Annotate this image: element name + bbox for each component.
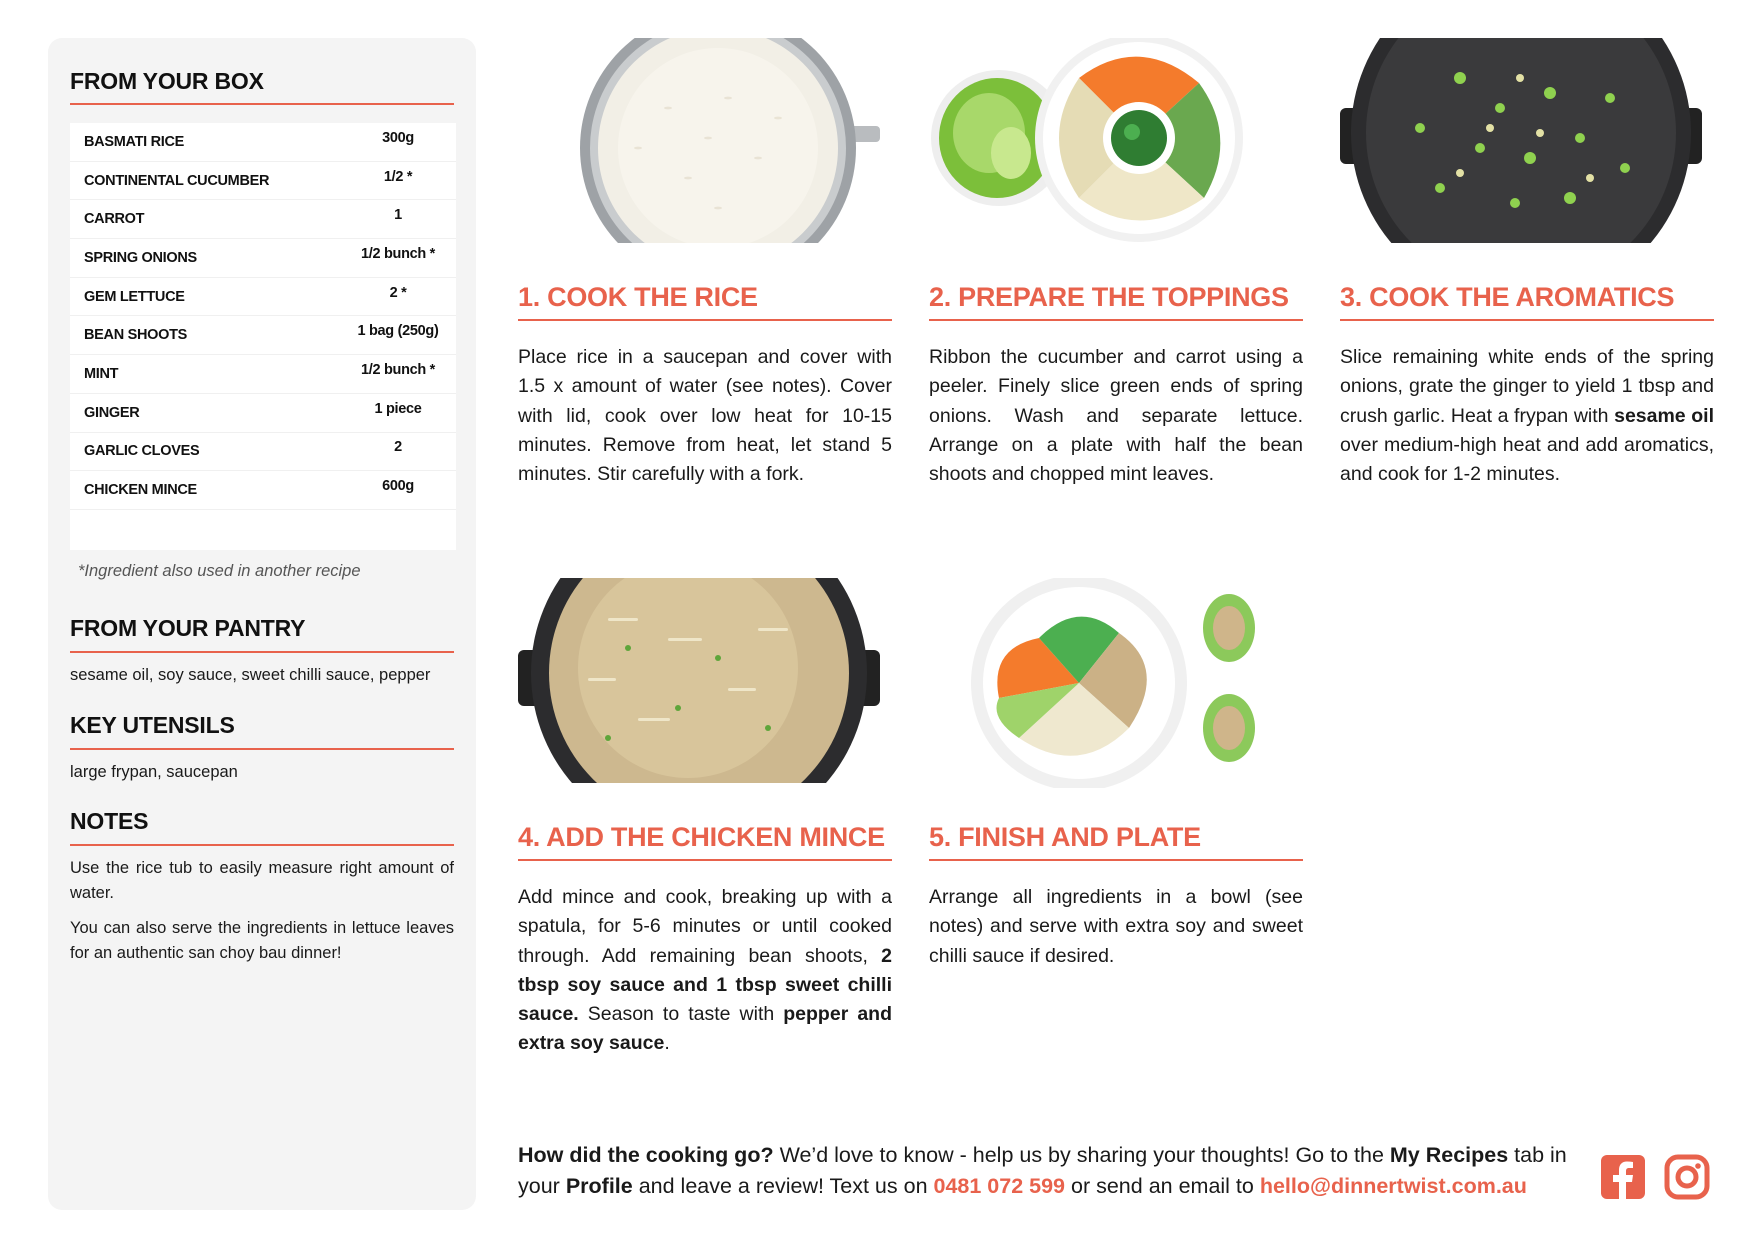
table-row xyxy=(70,162,456,201)
ingredient-qty: 1 bag (250g) xyxy=(357,323,439,340)
table-row xyxy=(70,433,456,472)
note-item: Use the rice tub to easily measure right amount of water. xyxy=(70,859,454,903)
ingredient-qty: 600g xyxy=(382,478,414,495)
finished-plate-photo xyxy=(929,578,1291,788)
table-row xyxy=(70,471,456,510)
ingredient-name: BEAN SHOOTS xyxy=(84,327,188,344)
ingredient-qty: 1/2 bunch * xyxy=(360,245,436,262)
table-row-empty xyxy=(70,510,456,550)
step-1 xyxy=(518,38,892,489)
phone-link[interactable]: 0481 072 599 xyxy=(933,1174,1066,1199)
ingredient-name: CHICKEN MINCE xyxy=(84,482,197,499)
step-title: 2. PREPARE THE TOPPINGS xyxy=(929,282,1303,321)
ingredient-qty: 2 * xyxy=(389,284,407,301)
table-row xyxy=(70,278,456,317)
ingredient-name: MINT xyxy=(84,365,119,382)
ingredient-name: SPRING ONIONS xyxy=(84,249,197,266)
table-row xyxy=(70,394,456,433)
chicken-mince-photo xyxy=(518,578,880,788)
footnote: *Ingredient also used in another recipe xyxy=(78,561,361,580)
ingredient-name: GEM LETTUCE xyxy=(84,288,185,305)
step-text: Ribbon the cucumber and carrot using a peeler. Finely slice green ends of spring onions. Wash and separate lettuce. Arrange on a plate with half the bean shoots and chopped mint leaves. xyxy=(929,346,1303,485)
step-text: Slice remaining white ends of the spring onions, grate the ginger to yield 1 tbsp and crush garlic. Heat a frypan with sesame oil over medium-high heat and add aromatics, and cook for 1-2 minutes. xyxy=(1340,346,1714,485)
facebook-icon[interactable] xyxy=(1600,1154,1646,1200)
utensils-title: KEY UTENSILS xyxy=(70,712,454,750)
ingredient-name: CARROT xyxy=(84,211,145,228)
utensils-text: large frypan, saucepan xyxy=(70,762,238,781)
notes-section xyxy=(70,808,454,965)
rice-photo xyxy=(518,38,880,248)
note-item: You can also serve the ingredients in lettuce leaves for an authentic san choy bau dinner! xyxy=(70,918,454,962)
ingredient-qty: 1/2 bunch * xyxy=(360,361,436,378)
aromatics-photo xyxy=(1340,38,1702,248)
notes-title: NOTES xyxy=(70,808,454,846)
step-5 xyxy=(929,578,1303,971)
step-title: 1. COOK THE RICE xyxy=(518,282,892,321)
box-title: FROM YOUR BOX xyxy=(70,68,454,105)
table-row xyxy=(70,123,456,162)
table-row xyxy=(70,355,456,394)
step-text: Place rice in a saucepan and cover with 1.5 x amount of water (see notes). Cover with lid, cook over low heat for 10-15 minutes. Remove from heat, let stand 5 minutes. Stir carefully with a fork. xyxy=(518,346,892,485)
pantry-section xyxy=(70,615,454,688)
utensils-section xyxy=(70,712,454,785)
pantry-text: sesame oil, soy sauce, sweet chilli sauce, pepper xyxy=(70,665,431,684)
step-4 xyxy=(518,578,892,1059)
ingredients-table xyxy=(70,123,456,550)
pantry-title: FROM YOUR PANTRY xyxy=(70,615,454,653)
ingredient-name: CONTINENTAL CUCUMBER xyxy=(84,172,270,189)
email-link[interactable]: hello@dinnertwist.com.au xyxy=(1259,1174,1527,1199)
step-title: 3. COOK THE AROMATICS xyxy=(1340,282,1714,321)
table-row xyxy=(70,239,456,278)
ingredient-qty: 1 xyxy=(394,207,402,224)
toppings-photo xyxy=(929,38,1291,248)
feedback-footer: How did the cooking go? We’d love to know - help us by sharing your thoughts! Go to the My Recipes tab in your Profile and leave a review! Text us on 0481 072 599 or send an email to hello@dinnertwist.com.au xyxy=(518,1143,1567,1199)
ingredients-panel xyxy=(48,38,476,1210)
step-title: 4. ADD THE CHICKEN MINCE xyxy=(518,822,892,861)
step-text: Arrange all ingredients in a bowl (see notes) and serve with extra soy and sweet chilli sauce if desired. xyxy=(929,886,1303,967)
instagram-icon[interactable] xyxy=(1664,1154,1710,1200)
table-row xyxy=(70,316,456,355)
ingredient-qty: 1/2 * xyxy=(383,168,413,185)
step-3 xyxy=(1340,38,1714,489)
ingredient-qty: 1 piece xyxy=(374,400,422,417)
ingredient-qty: 2 xyxy=(394,439,402,456)
step-text: Add mince and cook, breaking up with a spatula, for 5-6 minutes or until cooked through. Add remaining bean shoots, 2 tbsp soy sauce and 1 tbsp sweet chilli sauce. Season to taste with pepper and extra soy sauce. xyxy=(518,886,892,1055)
table-row xyxy=(70,200,456,239)
ingredient-name: GARLIC CLOVES xyxy=(84,443,200,460)
step-title: 5. FINISH AND PLATE xyxy=(929,822,1303,861)
ingredient-name: BASMATI RICE xyxy=(84,133,185,150)
step-2 xyxy=(929,38,1303,489)
ingredient-name: GINGER xyxy=(84,404,140,421)
ingredient-qty: 300g xyxy=(382,129,414,146)
